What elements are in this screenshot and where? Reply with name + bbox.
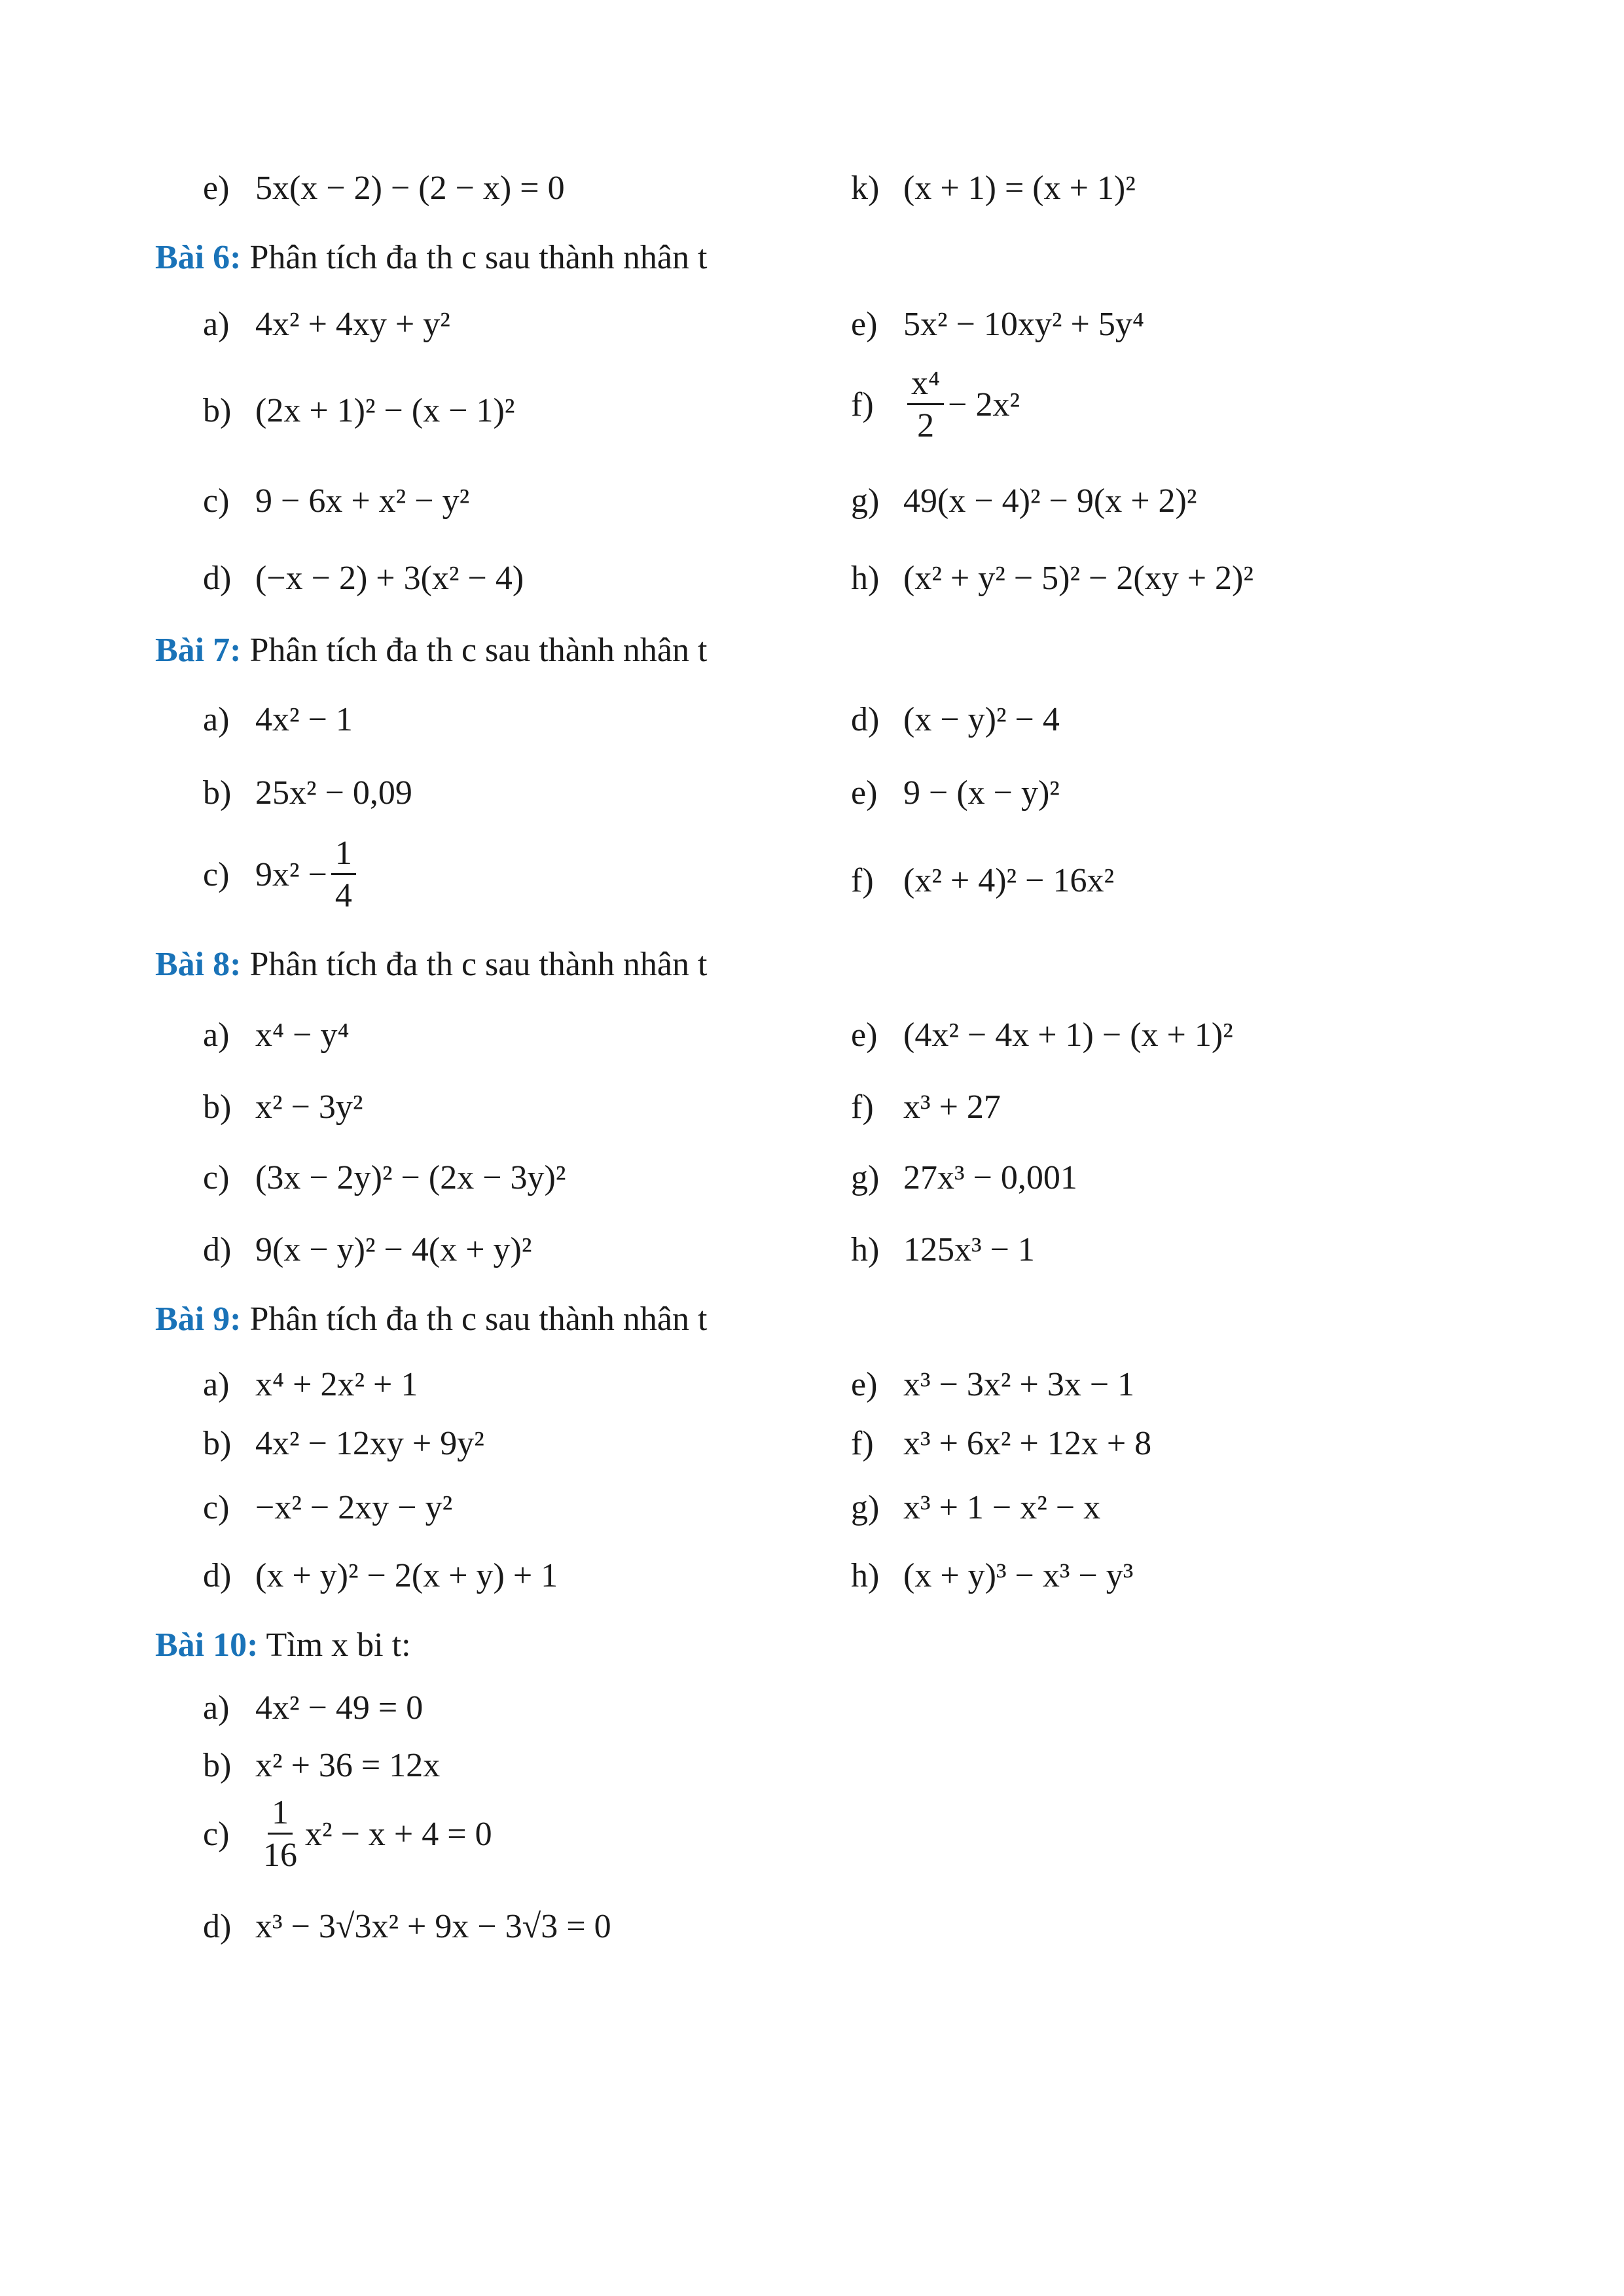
exercise-item <box>851 367 1020 443</box>
exercise-item <box>203 1427 484 1461</box>
section-heading-bai-6 <box>155 241 707 275</box>
section-instruction: Phân tích đa th c sau thành nhân t <box>249 946 708 983</box>
math-expression: (x + 1) = (x + 1)² <box>903 170 1136 207</box>
item-label: h) <box>851 1557 880 1594</box>
math-expression: 125x³ − 1 <box>903 1231 1035 1268</box>
exercise-item <box>851 1161 1077 1195</box>
exercise-item <box>203 1018 350 1052</box>
item-label: c) <box>203 1815 230 1853</box>
exercise-item <box>203 1749 440 1783</box>
exercise-item <box>851 1427 1151 1461</box>
math-expression: (−x − 2) + 3(x² − 4) <box>255 560 524 597</box>
item-label: c) <box>203 482 230 520</box>
item-label: k) <box>851 170 880 207</box>
exercise-line-k <box>851 171 1136 206</box>
fraction <box>907 367 944 443</box>
math-expression: x² + 36 = 12x <box>255 1747 441 1784</box>
exercise-item <box>851 703 1060 737</box>
exercise-item <box>203 562 524 596</box>
item-label: d) <box>203 1231 232 1268</box>
fraction-denominator: 2 <box>917 407 935 444</box>
item-label: a) <box>203 1689 230 1727</box>
item-label: a) <box>203 701 230 738</box>
math-expression: 25x² − 0,09 <box>255 774 412 812</box>
section-heading-bai-7 <box>155 634 707 668</box>
exercise-item <box>203 1161 566 1195</box>
exercise-item <box>203 776 412 810</box>
item-label: d) <box>203 560 232 597</box>
math-expression: (x² + y² − 5)² − 2(xy + 2)² <box>903 560 1254 597</box>
math-expression: (x² + 4)² − 16x² <box>903 862 1115 899</box>
math-expression: 9x² − <box>255 855 327 893</box>
fraction-numerator: 1 <box>331 836 356 875</box>
math-expression: − 2x² <box>948 386 1020 423</box>
exercise-item <box>203 394 514 428</box>
item-label: d) <box>203 1557 232 1594</box>
item-label: b) <box>203 1425 232 1462</box>
exercise-item <box>203 1691 423 1725</box>
item-label: e) <box>203 170 230 207</box>
math-expression: (x + y)³ − x³ − y³ <box>903 1557 1134 1594</box>
exercise-item <box>851 1090 1001 1124</box>
section-number: Bài 9: <box>155 1300 242 1338</box>
math-expression: −x² − 2xy − y² <box>255 1489 453 1526</box>
item-label: f) <box>851 386 874 423</box>
math-expression: x⁴ + 2x² + 1 <box>255 1366 418 1403</box>
math-expression: x⁴ − y⁴ <box>255 1016 350 1054</box>
item-label: h) <box>851 560 880 597</box>
fraction <box>331 836 356 913</box>
item-label: d) <box>203 1908 232 1945</box>
item-label: g) <box>851 1159 880 1196</box>
exercise-item <box>851 1233 1035 1267</box>
math-expression: 5x² − 10xy² + 5y⁴ <box>903 306 1144 343</box>
exercise-item <box>203 484 469 518</box>
fraction-numerator: x⁴ <box>907 367 944 405</box>
exercise-item <box>203 308 450 342</box>
exercise-item <box>203 836 360 913</box>
item-label: b) <box>203 1088 232 1126</box>
exercise-line-e <box>203 171 565 206</box>
section-instruction: Phân tích đa th c sau thành nhân t <box>249 239 708 276</box>
item-label: g) <box>851 482 880 520</box>
item-label: e) <box>851 1366 878 1403</box>
exercise-item <box>203 1910 611 1944</box>
item-label: c) <box>203 1159 230 1196</box>
exercise-item <box>851 1368 1134 1402</box>
item-label: b) <box>203 1747 232 1784</box>
math-expression: x³ + 6x² + 12x + 8 <box>903 1425 1152 1462</box>
math-expression: 9 − (x − y)² <box>903 774 1060 812</box>
exercise-item <box>851 1559 1133 1593</box>
item-label: e) <box>851 774 878 812</box>
math-expression: 9(x − y)² − 4(x + y)² <box>255 1231 532 1268</box>
item-label: e) <box>851 306 878 343</box>
exercise-item <box>851 562 1254 596</box>
item-label: f) <box>851 1425 874 1462</box>
item-label: a) <box>203 1016 230 1054</box>
exercise-item <box>203 1559 558 1593</box>
exercise-item <box>203 1090 363 1124</box>
item-label: a) <box>203 306 230 343</box>
math-expression: (x − y)² − 4 <box>903 701 1060 738</box>
math-expression: 4x² − 49 = 0 <box>255 1689 424 1727</box>
fraction-denominator: 16 <box>263 1837 297 1874</box>
math-expression: x² − 3y² <box>255 1088 363 1126</box>
math-expression: 4x² − 12xy + 9y² <box>255 1425 484 1462</box>
section-number: Bài 6: <box>155 239 242 276</box>
math-expression: x³ − 3x² + 3x − 1 <box>903 1366 1135 1403</box>
exercise-item <box>203 1368 418 1402</box>
math-expression: 49(x − 4)² − 9(x + 2)² <box>903 482 1197 520</box>
exercise-item <box>851 864 1114 898</box>
math-expression: 9 − 6x + x² − y² <box>255 482 470 520</box>
section-instruction: Phân tích đa th c sau thành nhân t <box>249 1300 708 1338</box>
math-expression: x³ − 3√3x² + 9x − 3√3 = 0 <box>255 1908 611 1945</box>
fraction-numerator: 1 <box>268 1796 293 1835</box>
item-label: f) <box>851 862 874 899</box>
exercise-item <box>851 1018 1233 1052</box>
section-heading-bai-9 <box>155 1302 707 1336</box>
exercise-item <box>851 1491 1100 1525</box>
math-expression: x³ + 27 <box>903 1088 1001 1126</box>
section-heading-bai-10 <box>155 1628 411 1662</box>
math-expression: (x + y)² − 2(x + y) + 1 <box>255 1557 558 1594</box>
item-label: a) <box>203 1366 230 1403</box>
fraction-denominator: 4 <box>334 877 352 914</box>
item-label: h) <box>851 1231 880 1268</box>
math-expression: 4x² − 1 <box>255 701 353 738</box>
item-label: c) <box>203 855 230 893</box>
item-label: b) <box>203 392 232 429</box>
math-expression: x³ + 1 − x² − x <box>903 1489 1101 1526</box>
item-label: c) <box>203 1489 230 1526</box>
math-expression: (4x² − 4x + 1) − (x + 1)² <box>903 1016 1233 1054</box>
math-expression: 4x² + 4xy + y² <box>255 306 450 343</box>
section-instruction: Phân tích đa th c sau thành nhân t <box>249 632 708 669</box>
exercise-item <box>203 1233 532 1267</box>
exercise-item <box>851 308 1144 342</box>
item-label: f) <box>851 1088 874 1126</box>
math-expression: 27x³ − 0,001 <box>903 1159 1077 1196</box>
exercise-item <box>851 776 1060 810</box>
section-heading-bai-8 <box>155 948 707 982</box>
item-label: d) <box>851 701 880 738</box>
exercise-item <box>203 1796 492 1873</box>
math-expression: (2x + 1)² − (x − 1)² <box>255 392 515 429</box>
section-number: Bài 7: <box>155 632 242 669</box>
item-label: b) <box>203 774 232 812</box>
section-instruction: Tìm x bi t: <box>266 1626 411 1664</box>
item-label: g) <box>851 1489 880 1526</box>
math-expression: x² − x + 4 = 0 <box>305 1815 492 1853</box>
math-expression: (3x − 2y)² − (2x − 3y)² <box>255 1159 566 1196</box>
item-label: e) <box>851 1016 878 1054</box>
section-number: Bài 8: <box>155 946 242 983</box>
math-expression: 5x(x − 2) − (2 − x) = 0 <box>255 170 565 207</box>
section-number: Bài 10: <box>155 1626 259 1664</box>
exercise-item <box>203 1491 452 1525</box>
exercise-item <box>203 703 353 737</box>
exercise-item <box>851 484 1197 518</box>
fraction <box>259 1796 301 1873</box>
